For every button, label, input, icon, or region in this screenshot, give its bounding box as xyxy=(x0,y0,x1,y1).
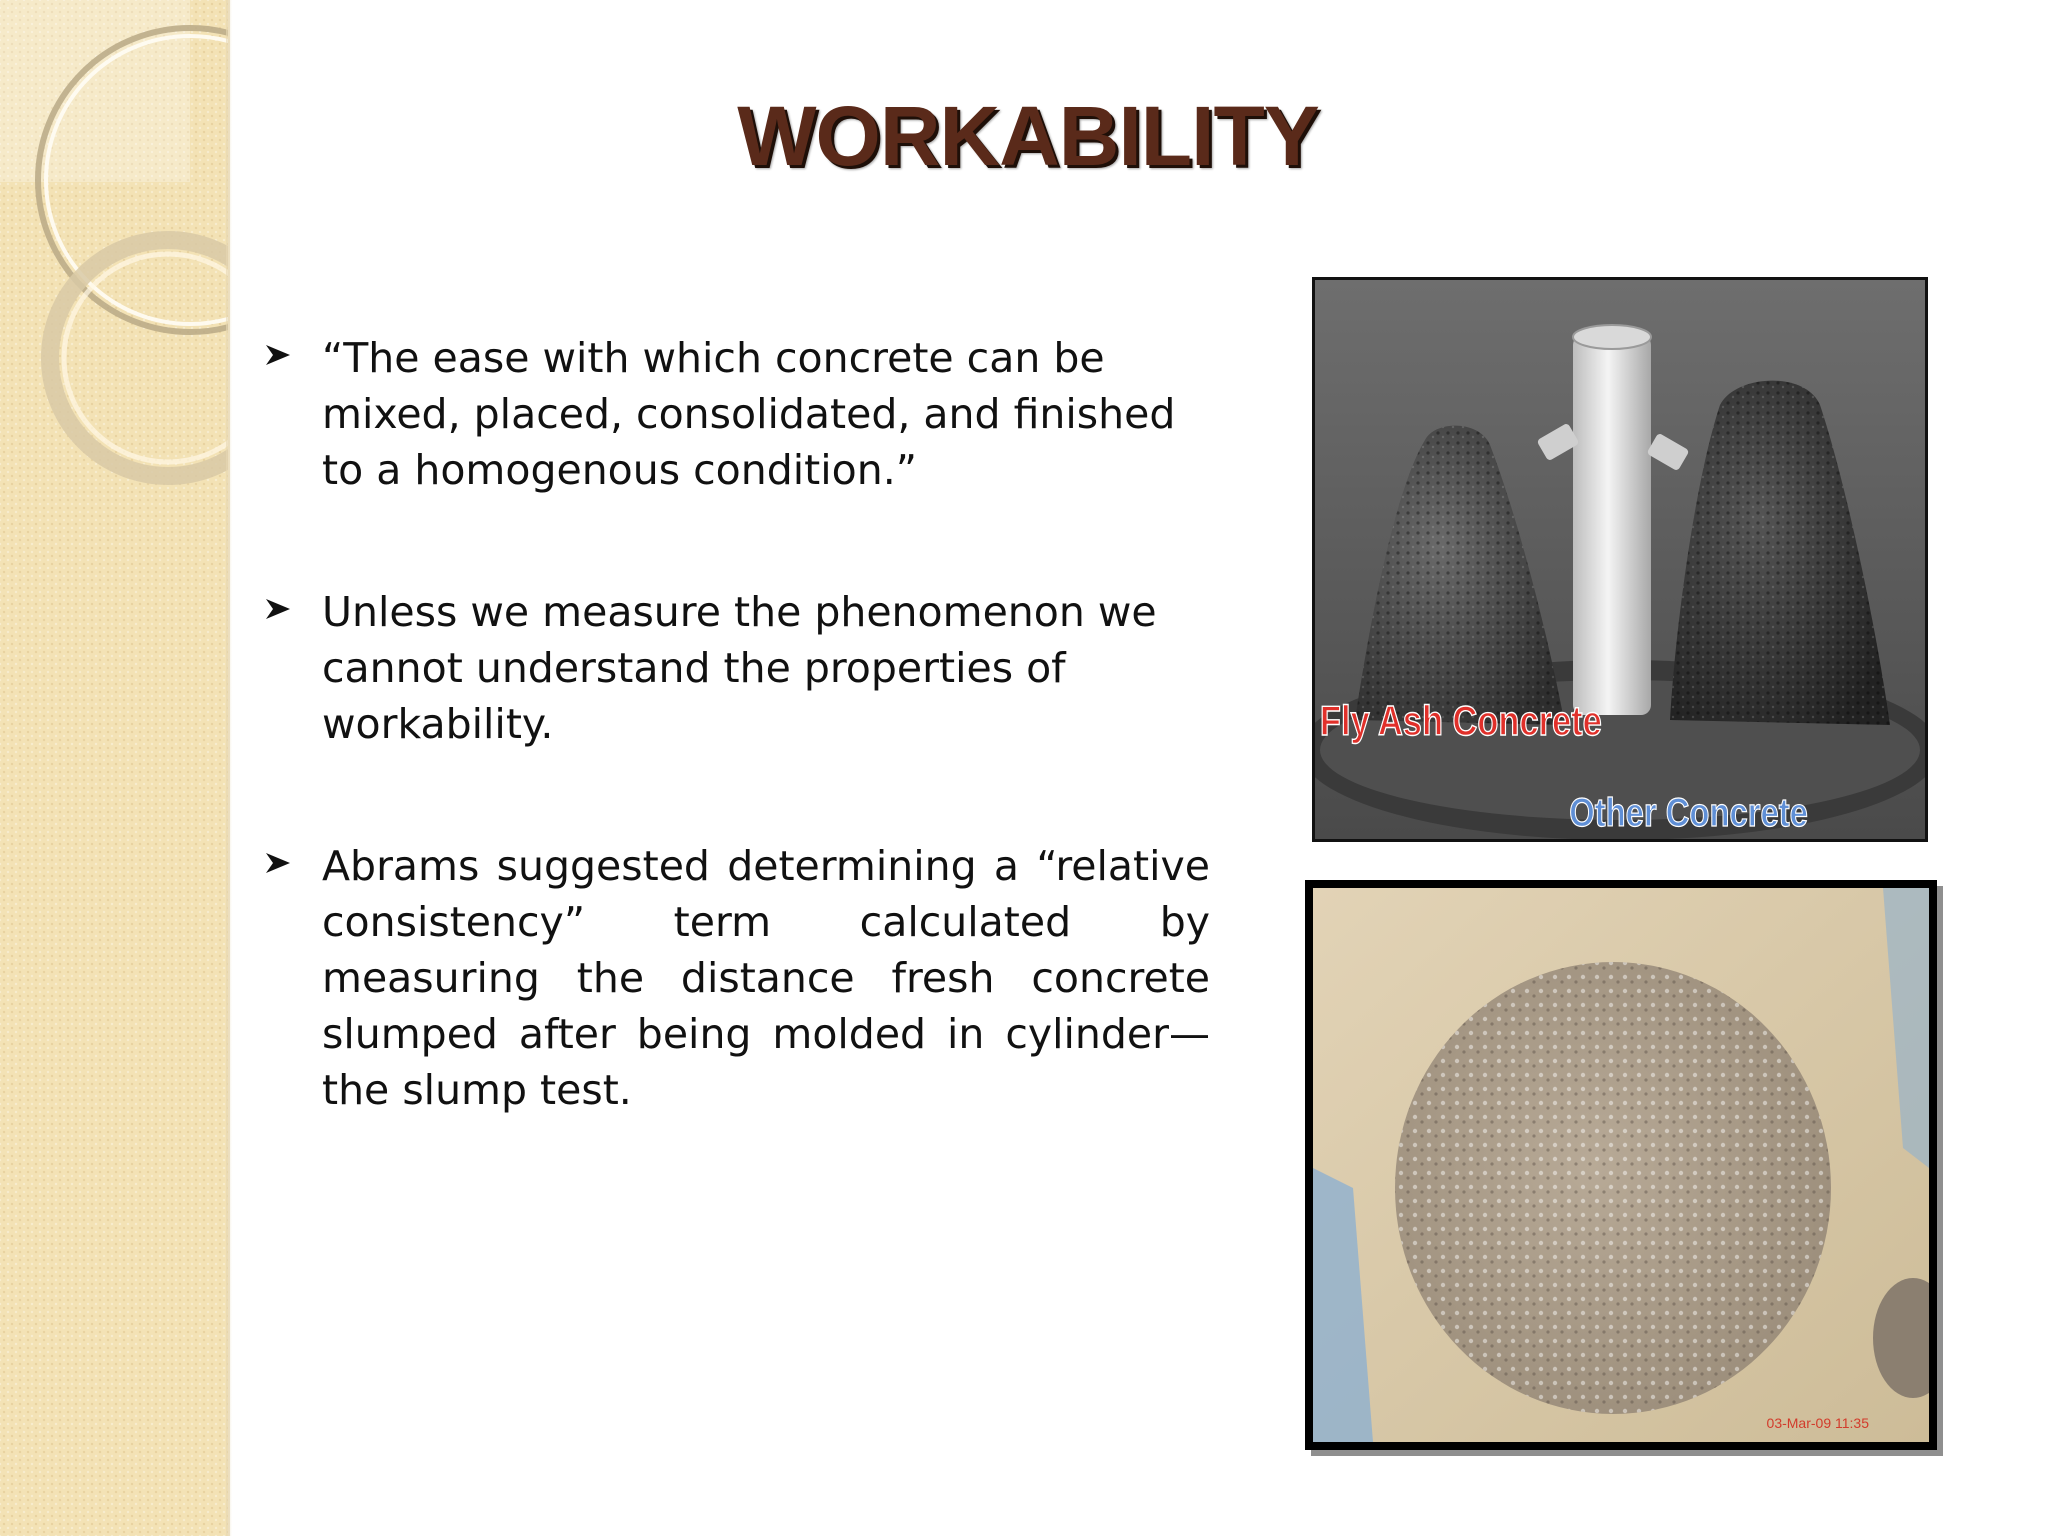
small-ring-highlight xyxy=(64,254,228,462)
bullet-text: “The ease with which concrete can be mixed, placed, consolidated, and finished to a homogenous condition.” xyxy=(322,334,1176,494)
bullet-text: Abrams suggested determining a “relative consistency” term calculated by measuring the distance fresh concrete slumped after being molded in cylinder—the slump test. xyxy=(322,842,1210,1114)
decorative-sidebar xyxy=(0,0,230,1536)
decorative-rings xyxy=(0,0,228,1536)
slump-cones-photo xyxy=(1312,277,1928,842)
sidebar-edge xyxy=(226,0,232,1536)
flow-table-photo xyxy=(1305,880,1937,1450)
arrow-bullet-icon xyxy=(262,584,298,640)
bullet-item xyxy=(262,584,1210,752)
bullet-item xyxy=(262,330,1210,498)
small-ring xyxy=(50,240,228,476)
bullet-text: Unless we measure the phenomenon we cannot understand the properties of workability. xyxy=(322,588,1157,748)
bullet-item xyxy=(262,838,1210,1118)
bullet-list xyxy=(262,330,1210,1204)
other-concrete-label: Other Concrete xyxy=(1569,789,1808,835)
arrow-bullet-icon xyxy=(262,838,298,894)
flow-table-illustration xyxy=(1313,888,1929,1442)
fly-ash-label: Fly Ash Concrete xyxy=(1319,697,1602,745)
slide-title: WORKABILITY xyxy=(737,89,1319,183)
arrow-bullet-icon xyxy=(262,330,298,386)
photo-timestamp: 03-Mar-09 11:35 xyxy=(1766,1415,1869,1431)
slump-cones-illustration xyxy=(1315,280,1925,839)
